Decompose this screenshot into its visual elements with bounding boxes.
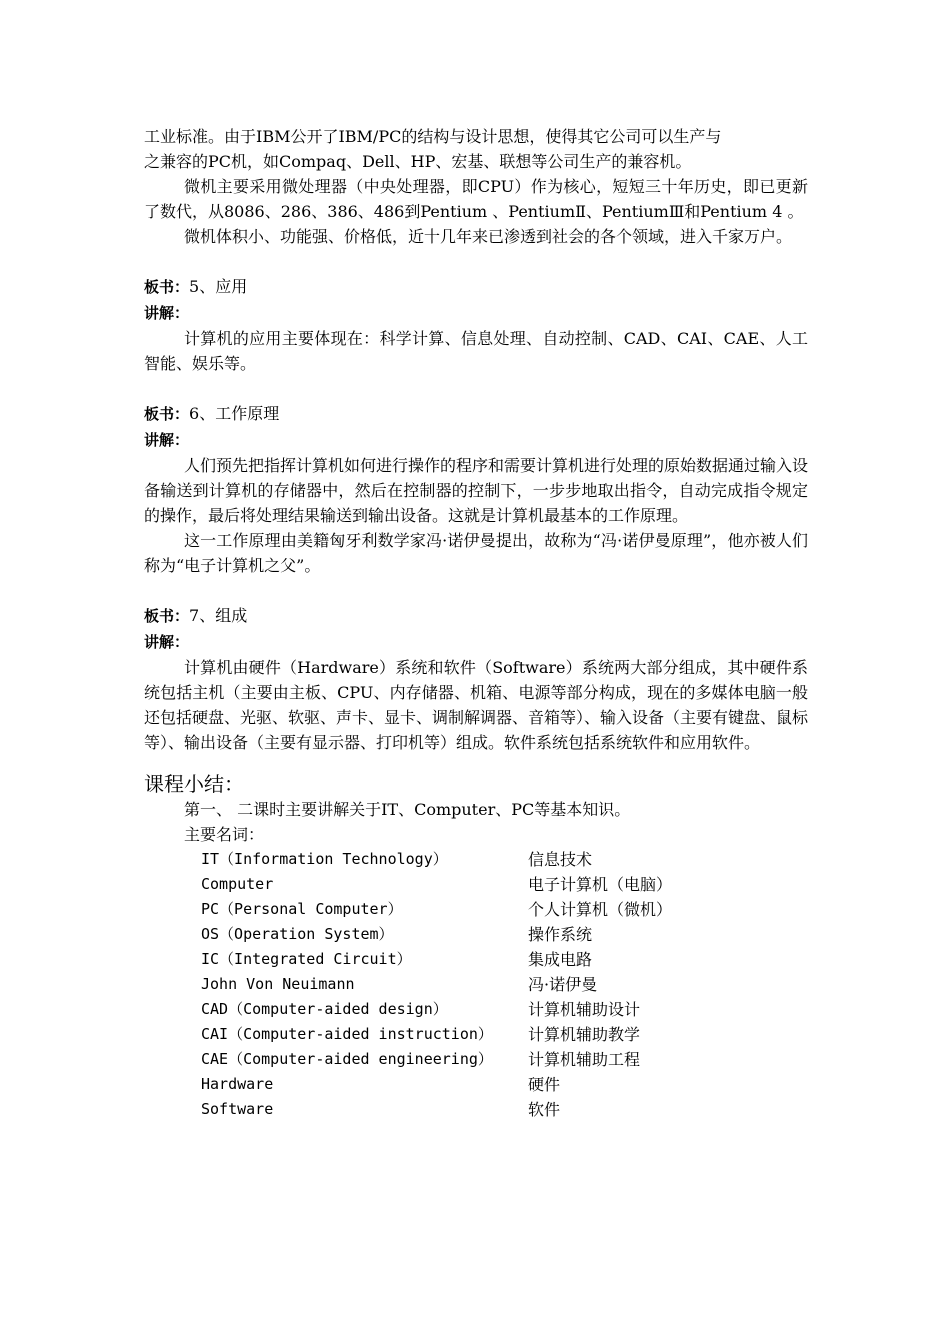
- term-chinese: 信息技术: [528, 850, 593, 869]
- term-english: John Von Neuimann: [201, 975, 355, 993]
- term-row: [201, 1072, 808, 1097]
- spacer: [144, 578, 808, 603]
- board-title: 5、应用: [189, 277, 248, 296]
- section-6-paragraph-1: 人们预先把指挥计算机如何进行操作的程序和需要计算机进行处理的原始数据通过输入设备输送到计算机的存储器中，然后在控制器的控制下，一步步地取出指令，自动完成指令规定的操作，最后将处理结果输送到输出设备。这就是计算机最基本的工作原理。: [144, 456, 809, 525]
- terms-label: 主要名词：: [184, 825, 265, 844]
- term-chinese: 计算机辅助工程: [528, 1050, 641, 1069]
- term-row: [201, 997, 808, 1022]
- board-title: 7、组成: [189, 606, 248, 625]
- board-label: 板书：: [144, 405, 190, 423]
- term-english: Software: [201, 1100, 274, 1118]
- term-row: [201, 1047, 808, 1072]
- term-english: Hardware: [201, 1075, 274, 1093]
- spacer: [144, 249, 808, 274]
- explain-heading-7: [144, 629, 808, 655]
- intro-paragraph-2: 微机主要采用微处理器（中央处理器，即CPU）作为核心，短短三十年历史，即已更新了数代，从8086、286、386、486到Pentium 、PentiumⅡ、PentiumⅢ和Pentium 4 。: [144, 177, 808, 221]
- document-page: [144, 124, 808, 1122]
- term-english: CAE（Computer-aided engineering）: [201, 1050, 493, 1068]
- term-english: IT（Information Technology）: [201, 850, 448, 868]
- term-chinese: 集成电路: [528, 950, 593, 969]
- term-row: [201, 847, 808, 872]
- explain-heading-6: [144, 427, 808, 453]
- board-heading-5: [144, 274, 808, 300]
- board-heading-6: [144, 401, 808, 427]
- term-english: CAD（Computer-aided design）: [201, 1000, 448, 1018]
- term-chinese: 计算机辅助设计: [528, 1000, 641, 1019]
- spacer: [144, 376, 808, 401]
- term-english: PC（Personal Computer）: [201, 900, 403, 918]
- term-english: Computer: [201, 875, 274, 893]
- term-chinese: 操作系统: [528, 925, 593, 944]
- board-label: 板书：: [144, 278, 190, 296]
- term-english: CAI（Computer-aided instruction）: [201, 1025, 493, 1043]
- term-row: [201, 1022, 808, 1047]
- section-5-paragraph-1: 计算机的应用主要体现在：科学计算、信息处理、自动控制、CAD、CAI、CAE、人工智能、娱乐等。: [144, 329, 808, 373]
- summary-line-1: 第一、 二课时主要讲解关于IT、Computer、PC等基本知识。: [184, 800, 631, 819]
- board-heading-7: [144, 603, 808, 629]
- term-chinese: 硬件: [528, 1075, 561, 1094]
- term-chinese: 计算机辅助教学: [528, 1025, 641, 1044]
- explain-label: 讲解：: [144, 304, 190, 322]
- term-chinese: 软件: [528, 1100, 561, 1119]
- term-row: [201, 947, 808, 972]
- intro-paragraph-3: 微机体积小、功能强、价格低，近十几年来已渗透到社会的各个领域，进入千家万户。: [184, 227, 793, 246]
- term-row: [201, 922, 808, 947]
- term-row: [201, 897, 808, 922]
- term-english: OS（Operation System）: [201, 925, 394, 943]
- intro-line-1: 工业标准。由于IBM公开了IBM/PC的结构与设计思想，使得其它公司可以生产与: [144, 127, 722, 146]
- explain-heading-5: [144, 300, 808, 326]
- term-row: [201, 972, 808, 997]
- summary-title: 课程小结：: [144, 772, 244, 796]
- board-title: 6、工作原理: [189, 404, 280, 423]
- explain-label: 讲解：: [144, 431, 190, 449]
- intro-line-2: 之兼容的PC机，如Compaq、Dell、HP、宏基、联想等公司生产的兼容机。: [144, 152, 692, 171]
- term-row: [201, 1097, 808, 1122]
- explain-label: 讲解：: [144, 633, 190, 651]
- term-english: IC（Integrated Circuit）: [201, 950, 412, 968]
- term-row: [201, 872, 808, 897]
- term-chinese: 电子计算机（电脑）: [528, 875, 673, 894]
- term-chinese: 个人计算机（微机）: [528, 900, 673, 919]
- section-7-paragraph-1: 计算机由硬件（Hardware）系统和软件（Software）系统两大部分组成，其中硬件系统包括主机（主要由主板、CPU、内存储器、机箱、电源等部分构成，现在的多媒体电脑一般还包括硬盘、光驱、软驱、声卡、显卡、调制解调器、音箱等）、输入设备（主要有键盘、鼠标等）、输出设备（主要有显示器、打印机等）组成。软件系统包括系统软件和应用软件。: [144, 658, 809, 752]
- term-chinese: 冯·诺伊曼: [528, 975, 598, 994]
- board-label: 板书：: [144, 607, 190, 625]
- terms-list: [144, 847, 808, 1122]
- section-6-paragraph-2: 这一工作原理由美籍匈牙利数学家冯·诺伊曼提出，故称为“冯·诺伊曼原理”，他亦被人们称为“电子计算机之父”。: [144, 531, 808, 575]
